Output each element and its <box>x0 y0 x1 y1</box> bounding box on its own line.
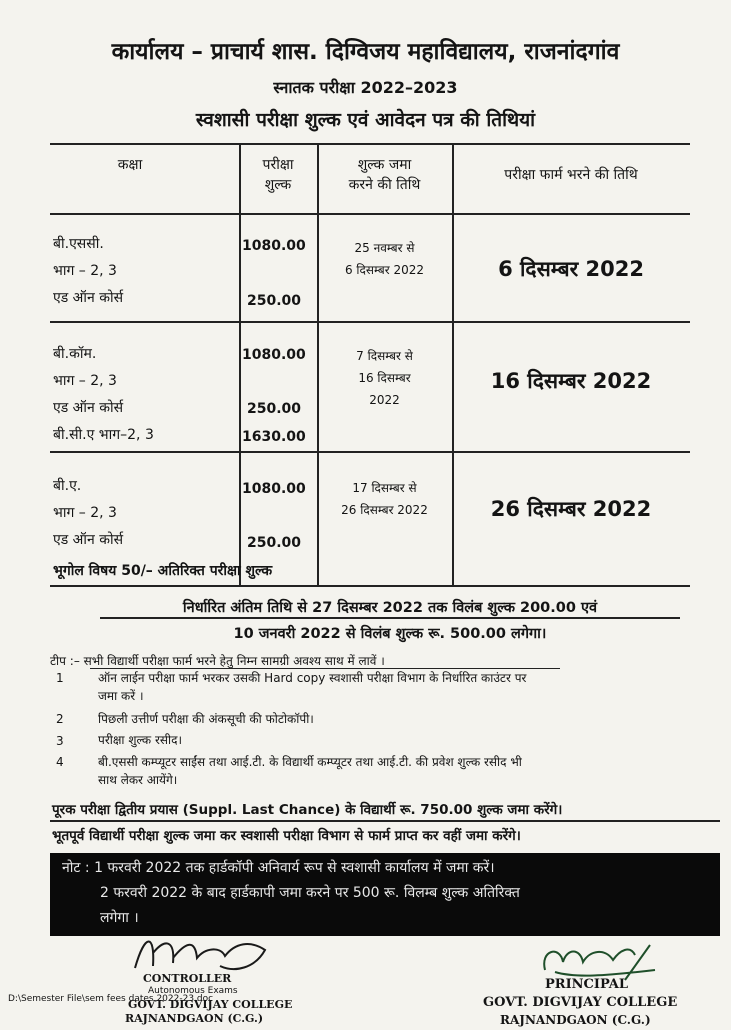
tip-item-line: जमा करें । <box>98 689 144 703</box>
row3-deposit-date <box>317 477 452 521</box>
row2-form-date: 16 दिसम्बर 2022 <box>490 369 652 393</box>
header-form-date: परीक्षा फार्म भरने की तिथि <box>504 167 638 183</box>
tip-item-num: 1 <box>56 671 64 685</box>
supplementary-note: पूरक परीक्षा द्वितीय प्रयास (Suppl. Last Chance) के विद्यार्थी रू. 750.00 शुल्क जमा करेंगे। <box>52 802 563 818</box>
row1-fee: 1080.00 <box>242 238 306 254</box>
class-line: बी.कॉम. <box>53 346 97 362</box>
class-line: एड ऑन कोर्स <box>53 290 124 306</box>
tip-item-line: साथ लेकर आयेंगे। <box>98 773 178 787</box>
deposit-line: 2022 <box>369 393 400 407</box>
deposit-line: 7 दिसम्बर से <box>356 349 413 363</box>
class-line: एड ऑन कोर्स <box>53 532 124 548</box>
row1-form-date: 6 दिसम्बर 2022 <box>498 257 644 281</box>
row2-fee-bca: 1630.00 <box>242 429 306 445</box>
row2-fee: 1080.00 <box>242 347 306 363</box>
hardcopy-note <box>50 853 720 936</box>
row-divider <box>50 213 690 215</box>
tip-item-line: ऑन लाईन परीक्षा फार्म भरकर उसकी Hard copy स्वशासी परीक्षा विभाग के निर्धारित काउंटर पर <box>98 671 527 685</box>
header-fee <box>239 155 317 195</box>
row3-form-date: 26 दिसम्बर 2022 <box>490 497 652 521</box>
note-line1: नोट : 1 फरवरी 2022 तक हार्डकॉपी अनिवार्य रूप से स्वशासी कार्यालय में जमा करें। <box>62 860 495 876</box>
late-fee-line1: निर्धारित अंतिम तिथि से 27 दिसम्बर 2022 तक विलंब शुल्क 200.00 एवं <box>182 600 598 616</box>
subject-title: स्वशासी परीक्षा शुल्क एवं आवेदन पत्र की तिथियां <box>195 109 536 131</box>
tip-item-line: बी.एससी कम्प्यूटर साईंस तथा आई.टी. के विद्यार्थी कम्प्यूटर तथा आई.टी. की प्रवेश शुल्क रसीद भी <box>98 755 522 769</box>
tip-item-num: 3 <box>56 734 64 748</box>
underline <box>50 820 720 822</box>
row2-class <box>53 341 154 449</box>
col-divider <box>239 145 241 585</box>
exam-title: स्नातक परीक्षा 2022–2023 <box>273 78 458 97</box>
deposit-line: 25 नवम्बर से <box>354 241 415 255</box>
deposit-line: 17 दिसम्बर से <box>352 481 417 495</box>
deposit-line: 26 दिसम्बर 2022 <box>341 503 428 517</box>
row1-fee-addon: 250.00 <box>247 293 302 309</box>
deposit-line: 16 दिसम्बर <box>358 371 411 385</box>
row3-fee-addon: 250.00 <box>247 535 302 551</box>
note-line3: लगेगा । <box>100 910 139 926</box>
principal-place: RAJNANDGAON (C.G.) <box>500 1013 651 1027</box>
controller-title: CONTROLLER <box>143 972 232 985</box>
row2-fee-addon: 250.00 <box>247 401 302 417</box>
row-divider <box>50 321 690 323</box>
note-line2: 2 फरवरी 2022 के बाद हार्डकापी जमा करने पर 500 रू. विलम्ब शुल्क अतिरिक्त <box>100 885 520 901</box>
principal-title: PRINCIPAL <box>545 977 629 992</box>
header-fee-line: परीक्षा <box>262 157 294 173</box>
row1-class <box>53 231 123 312</box>
controller-college: GOVT. DIGVIJAY COLLEGE <box>128 998 293 1011</box>
class-line: भाग – 2, 3 <box>53 373 117 389</box>
tip-item-1 <box>98 669 723 705</box>
former-students-note: भूतपूर्व विद्यार्थी परीक्षा शुल्क जमा कर स्वशासी परीक्षा विभाग से फार्म प्राप्त कर वहीं जमा करेंगे। <box>52 828 521 844</box>
class-line: भाग – 2, 3 <box>53 263 117 279</box>
office-title: कार्यालय – प्राचार्य शास. दिग्विजय महाविद्यालय, राजनांदगांव <box>111 39 620 65</box>
class-line: एड ऑन कोर्स <box>53 400 124 416</box>
header-class: कक्षा <box>117 157 143 173</box>
tip-item-num: 4 <box>56 755 64 769</box>
deposit-line: 6 दिसम्बर 2022 <box>344 263 425 277</box>
fee-schedule-table <box>50 143 690 587</box>
row3-class <box>53 473 123 554</box>
underline <box>100 617 680 619</box>
controller-place: RAJNANDGAON (C.G.) <box>125 1012 264 1025</box>
row-divider <box>50 451 690 453</box>
tip-item-num: 2 <box>56 712 64 726</box>
header-deposit-date <box>317 155 452 195</box>
class-line: बी.ए. <box>53 478 82 494</box>
header-deposit-line: शुल्क जमा <box>357 157 412 173</box>
geography-note: भूगोल विषय 50/– अतिरिक्त परीक्षा शुल्क <box>53 563 273 579</box>
header-fee-line: शुल्क <box>264 177 292 193</box>
principal-college: GOVT. DIGVIJAY COLLEGE <box>483 995 678 1010</box>
tip-intro: टीप :– सभी विद्यार्थी परीक्षा फार्म भरने हेतु निम्न सामग्री अवश्य साथ में लावें । <box>50 654 385 668</box>
tip-item-4 <box>98 753 723 789</box>
tip-item-3: परीक्षा शुल्क रसीद। <box>98 733 183 747</box>
controller-subtitle: Autonomous Exams <box>148 986 238 996</box>
class-line: बी.एससी. <box>53 236 104 252</box>
late-fee-line2: 10 जनवरी 2022 से विलंब शुल्क रू. 500.00 लगेगा। <box>233 626 547 642</box>
tip-item-2: पिछली उत्तीर्ण परीक्षा की अंकसूची की फोटोकॉपी। <box>98 712 314 726</box>
file-path: D:\Semester File\sem fees dates 2022-23.doc <box>8 994 214 1004</box>
row3-fee: 1080.00 <box>242 481 306 497</box>
row1-deposit-date <box>317 237 452 281</box>
row2-deposit-date <box>317 345 452 411</box>
class-line: बी.सी.ए भाग–2, 3 <box>53 427 154 443</box>
header-deposit-line: करने की तिथि <box>348 177 421 193</box>
class-line: भाग – 2, 3 <box>53 505 117 521</box>
controller-signature <box>125 928 275 978</box>
